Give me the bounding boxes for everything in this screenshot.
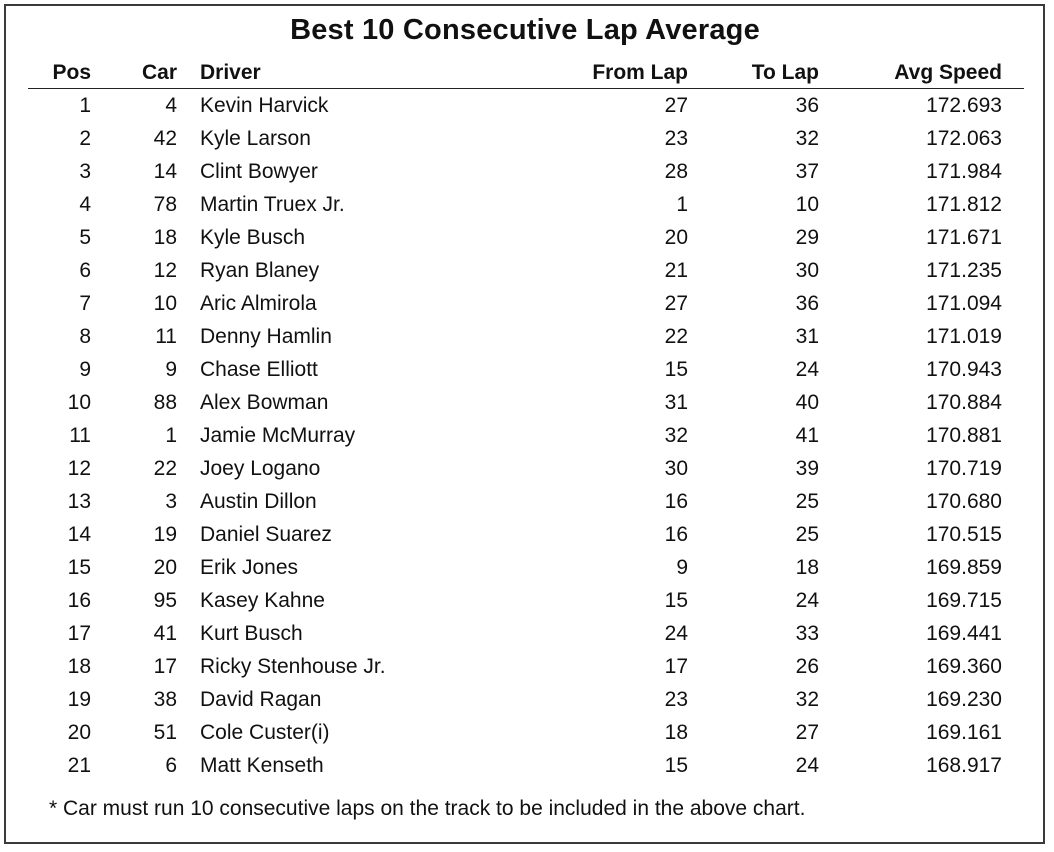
cell-to-lap: 37 xyxy=(795,160,819,183)
cell-from-lap: 16 xyxy=(664,523,688,546)
cell-to-lap: 33 xyxy=(795,622,819,645)
cell-car: 18 xyxy=(153,226,177,249)
cell-car: 20 xyxy=(153,556,177,579)
cell-to-lap: 36 xyxy=(795,94,819,117)
table-row xyxy=(0,388,1054,421)
cell-to-lap: 29 xyxy=(795,226,819,249)
cell-pos: 17 xyxy=(67,622,91,645)
table-row xyxy=(0,355,1054,388)
cell-car: 41 xyxy=(153,622,177,645)
header-driver: Driver xyxy=(200,61,261,84)
cell-driver: Joey Logano xyxy=(200,457,321,480)
cell-car: 4 xyxy=(165,94,177,117)
cell-from-lap: 23 xyxy=(664,127,688,150)
cell-pos: 18 xyxy=(67,655,91,678)
cell-pos: 9 xyxy=(79,358,91,381)
cell-to-lap: 31 xyxy=(795,325,819,348)
header-from-lap: From Lap xyxy=(592,61,688,84)
cell-avg-speed: 170.515 xyxy=(926,523,1002,546)
cell-to-lap: 26 xyxy=(795,655,819,678)
footnote: * Car must run 10 consecutive laps on the track to be included in the above chart. xyxy=(49,797,806,820)
cell-avg-speed: 169.360 xyxy=(926,655,1002,678)
cell-pos: 1 xyxy=(79,94,91,117)
table-row xyxy=(0,520,1054,553)
cell-avg-speed: 171.812 xyxy=(926,193,1002,216)
cell-from-lap: 20 xyxy=(664,226,688,249)
header-car: Car xyxy=(141,61,177,84)
cell-avg-speed: 171.094 xyxy=(926,292,1002,315)
cell-avg-speed: 169.161 xyxy=(926,721,1002,744)
cell-from-lap: 21 xyxy=(664,259,688,282)
cell-pos: 4 xyxy=(79,193,91,216)
cell-car: 14 xyxy=(153,160,177,183)
cell-from-lap: 15 xyxy=(664,589,688,612)
cell-car: 9 xyxy=(165,358,177,381)
cell-car: 17 xyxy=(153,655,177,678)
header-pos: Pos xyxy=(52,61,91,84)
cell-to-lap: 32 xyxy=(795,127,819,150)
cell-driver: Alex Bowman xyxy=(200,391,329,414)
table-row xyxy=(0,619,1054,652)
table-row xyxy=(0,553,1054,586)
cell-car: 51 xyxy=(153,721,177,744)
cell-driver: David Ragan xyxy=(200,688,322,711)
table-row xyxy=(0,190,1054,223)
table-header xyxy=(0,59,1054,89)
cell-pos: 19 xyxy=(67,688,91,711)
cell-pos: 16 xyxy=(67,589,91,612)
cell-from-lap: 18 xyxy=(664,721,688,744)
cell-to-lap: 30 xyxy=(795,259,819,282)
cell-pos: 2 xyxy=(79,127,91,150)
header-to-lap: To Lap xyxy=(751,61,819,84)
cell-to-lap: 24 xyxy=(795,589,819,612)
table-row xyxy=(0,487,1054,520)
cell-pos: 7 xyxy=(79,292,91,315)
cell-pos: 13 xyxy=(67,490,91,513)
cell-to-lap: 36 xyxy=(795,292,819,315)
cell-avg-speed: 170.680 xyxy=(926,490,1002,513)
header-avg-speed: Avg Speed xyxy=(894,61,1002,84)
cell-to-lap: 25 xyxy=(795,523,819,546)
cell-car: 19 xyxy=(153,523,177,546)
table-row xyxy=(0,652,1054,685)
table-row xyxy=(0,454,1054,487)
cell-pos: 8 xyxy=(79,325,91,348)
cell-pos: 3 xyxy=(79,160,91,183)
cell-avg-speed: 169.715 xyxy=(926,589,1002,612)
cell-to-lap: 10 xyxy=(795,193,819,216)
cell-driver: Aric Almirola xyxy=(200,292,317,315)
cell-from-lap: 9 xyxy=(676,556,688,579)
cell-driver: Ryan Blaney xyxy=(200,259,320,282)
cell-driver: Clint Bowyer xyxy=(200,160,318,183)
cell-pos: 15 xyxy=(67,556,91,579)
cell-from-lap: 30 xyxy=(664,457,688,480)
table-row xyxy=(0,751,1054,784)
cell-from-lap: 17 xyxy=(664,655,688,678)
cell-car: 3 xyxy=(165,490,177,513)
cell-pos: 11 xyxy=(69,424,91,447)
cell-avg-speed: 170.881 xyxy=(926,424,1002,447)
cell-from-lap: 23 xyxy=(664,688,688,711)
cell-pos: 6 xyxy=(79,259,91,282)
cell-driver: Kasey Kahne xyxy=(200,589,325,612)
cell-car: 1 xyxy=(165,424,177,447)
cell-to-lap: 39 xyxy=(795,457,819,480)
cell-to-lap: 24 xyxy=(795,358,819,381)
cell-avg-speed: 170.884 xyxy=(926,391,1002,414)
cell-pos: 14 xyxy=(67,523,91,546)
table-row xyxy=(0,421,1054,454)
cell-from-lap: 27 xyxy=(664,94,688,117)
cell-driver: Matt Kenseth xyxy=(200,754,324,777)
cell-from-lap: 31 xyxy=(664,391,688,414)
cell-car: 10 xyxy=(153,292,177,315)
cell-car: 6 xyxy=(165,754,177,777)
cell-car: 22 xyxy=(153,457,177,480)
cell-to-lap: 18 xyxy=(795,556,819,579)
cell-pos: 20 xyxy=(67,721,91,744)
cell-to-lap: 27 xyxy=(795,721,819,744)
cell-from-lap: 22 xyxy=(664,325,688,348)
cell-from-lap: 28 xyxy=(664,160,688,183)
table-row xyxy=(0,289,1054,322)
cell-pos: 5 xyxy=(79,226,91,249)
cell-driver: Kyle Busch xyxy=(200,226,306,249)
cell-avg-speed: 171.235 xyxy=(926,259,1002,282)
cell-car: 42 xyxy=(153,127,177,150)
cell-avg-speed: 171.984 xyxy=(926,160,1002,183)
table-row xyxy=(0,223,1054,256)
cell-pos: 10 xyxy=(67,391,91,414)
cell-avg-speed: 171.019 xyxy=(926,325,1002,348)
cell-from-lap: 15 xyxy=(664,358,688,381)
cell-avg-speed: 170.719 xyxy=(926,457,1002,480)
table-body xyxy=(0,91,1054,784)
table-row xyxy=(0,157,1054,190)
cell-driver: Chase Elliott xyxy=(200,358,318,381)
cell-from-lap: 27 xyxy=(664,292,688,315)
cell-driver: Daniel Suarez xyxy=(200,523,332,546)
cell-to-lap: 40 xyxy=(795,391,819,414)
cell-from-lap: 32 xyxy=(664,424,688,447)
cell-driver: Kevin Harvick xyxy=(200,94,329,117)
table-row xyxy=(0,256,1054,289)
cell-driver: Denny Hamlin xyxy=(200,325,332,348)
cell-from-lap: 1 xyxy=(676,193,688,216)
cell-car: 95 xyxy=(153,589,177,612)
cell-car: 88 xyxy=(153,391,177,414)
cell-pos: 21 xyxy=(67,754,91,777)
cell-driver: Austin Dillon xyxy=(200,490,317,513)
cell-from-lap: 16 xyxy=(664,490,688,513)
cell-avg-speed: 170.943 xyxy=(926,358,1002,381)
table-row xyxy=(0,322,1054,355)
cell-driver: Martin Truex Jr. xyxy=(200,193,345,216)
cell-from-lap: 15 xyxy=(664,754,688,777)
cell-driver: Kyle Larson xyxy=(200,127,311,150)
cell-driver: Kurt Busch xyxy=(200,622,303,645)
cell-avg-speed: 169.859 xyxy=(926,556,1002,579)
cell-to-lap: 41 xyxy=(795,424,819,447)
cell-driver: Cole Custer(i) xyxy=(200,721,330,744)
cell-driver: Erik Jones xyxy=(200,556,299,579)
cell-to-lap: 25 xyxy=(795,490,819,513)
cell-avg-speed: 169.230 xyxy=(926,688,1002,711)
cell-driver: Jamie McMurray xyxy=(200,424,356,447)
cell-to-lap: 32 xyxy=(795,688,819,711)
cell-avg-speed: 171.671 xyxy=(926,226,1002,249)
table-row xyxy=(0,586,1054,619)
table-row xyxy=(0,124,1054,157)
cell-car: 78 xyxy=(153,193,177,216)
cell-driver: Ricky Stenhouse Jr. xyxy=(200,655,386,678)
cell-car: 38 xyxy=(153,688,177,711)
cell-to-lap: 24 xyxy=(795,754,819,777)
cell-car: 12 xyxy=(153,259,177,282)
table-row xyxy=(0,91,1054,124)
cell-avg-speed: 168.917 xyxy=(926,754,1002,777)
cell-from-lap: 24 xyxy=(664,622,688,645)
cell-avg-speed: 169.441 xyxy=(926,622,1002,645)
cell-pos: 12 xyxy=(67,457,91,480)
header-divider xyxy=(28,88,1024,89)
cell-car: 11 xyxy=(155,325,177,348)
cell-avg-speed: 172.693 xyxy=(926,94,1002,117)
cell-avg-speed: 172.063 xyxy=(926,127,1002,150)
table-row xyxy=(0,718,1054,751)
report-title: Best 10 Consecutive Lap Average xyxy=(290,14,760,46)
table-row xyxy=(0,685,1054,718)
